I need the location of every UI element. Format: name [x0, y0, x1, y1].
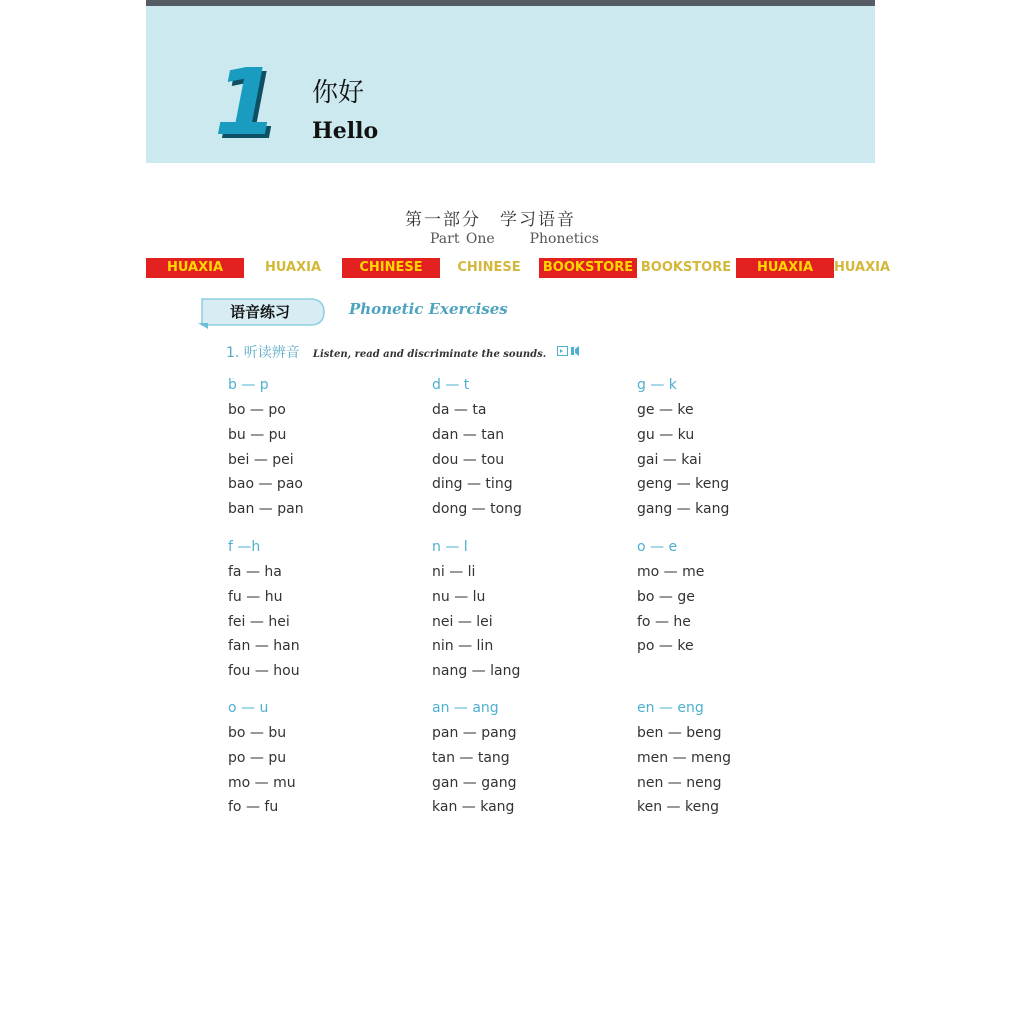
group-title: o — e: [637, 539, 678, 555]
banner-item: CHINESE: [457, 260, 521, 275]
watermark-banner: [146, 258, 891, 278]
group-item: fa — ha: [228, 564, 282, 580]
part-title-en: [430, 231, 599, 247]
banner-item: HUAXIA: [736, 258, 834, 278]
phonetic-group: [228, 535, 300, 684]
group-item: nin — lin: [432, 638, 494, 655]
group-item: bu — pu: [228, 426, 287, 443]
group-item: mo — mu: [228, 774, 296, 791]
chapter-title-cn: 你好: [312, 78, 365, 108]
group-item: fu — hu: [228, 588, 283, 605]
part-title-cn: 第一部分 学习语音: [405, 210, 576, 230]
phonetic-group: [432, 373, 522, 522]
group-item: fo — he: [637, 613, 691, 630]
group-item: bo — bu: [228, 725, 287, 741]
group-item: dong — tong: [432, 501, 522, 518]
phonetic-group: [637, 535, 704, 659]
group-title: g — k: [637, 377, 677, 393]
group-item: gu — ku: [637, 426, 695, 443]
group-item: dou — tou: [432, 451, 505, 468]
group-item: bei — pei: [228, 451, 294, 468]
phonetic-group: [432, 696, 516, 820]
phonetic-group: [228, 373, 304, 522]
group-item: dan — tan: [432, 426, 505, 443]
textbook-page: [146, 0, 891, 1024]
chapter-number: 1: [214, 49, 279, 156]
exercise-instruction: [226, 342, 581, 362]
group-item: gang — kang: [637, 501, 730, 518]
banner-item: HUAXIA: [834, 260, 891, 275]
group-title: en — eng: [637, 700, 704, 716]
group-item: bo — po: [228, 402, 286, 418]
section-tab: [198, 297, 326, 327]
group-item: kan — kang: [432, 799, 515, 816]
audio-icon[interactable]: [557, 343, 581, 362]
banner-item: CHINESE: [342, 258, 440, 278]
section-label-cn: 语音练习: [230, 303, 291, 321]
group-item: nen — neng: [637, 774, 722, 791]
group-item: geng — keng: [637, 476, 730, 493]
group-item: po — ke: [637, 638, 694, 655]
group-item: nu — lu: [432, 588, 486, 605]
group-item: ni — li: [432, 564, 476, 580]
group-item: ge — ke: [637, 402, 694, 418]
banner-item: BOOKSTORE: [640, 260, 732, 275]
group-item: da — ta: [432, 402, 487, 418]
group-item: bo — ge: [637, 588, 695, 605]
group-item: gan — gang: [432, 774, 517, 791]
group-item: fo — fu: [228, 799, 279, 816]
group-item: ding — ting: [432, 476, 513, 493]
phonetic-group: [432, 535, 520, 684]
group-item: bao — pao: [228, 476, 303, 493]
banner-item: HUAXIA: [146, 258, 244, 278]
phonetic-group: [637, 373, 729, 522]
group-item: ben — beng: [637, 725, 722, 741]
exercise-label-en: Listen, read and discriminate the sounds.: [312, 349, 547, 360]
phonetic-group: [228, 696, 296, 820]
chapter-title-en: Hello: [312, 118, 379, 144]
part-subject-en: Phonetics: [529, 231, 599, 247]
group-item: po — pu: [228, 749, 287, 766]
group-title: d — t: [432, 377, 470, 393]
group-title: n — l: [432, 539, 468, 555]
banner-item: HUAXIA: [264, 260, 322, 275]
group-item: pan — pang: [432, 725, 517, 741]
chapter-header: [146, 6, 875, 163]
group-title: b — p: [228, 377, 269, 393]
group-item: nei — lei: [432, 613, 493, 630]
group-item: fan — han: [228, 638, 300, 655]
group-item: fei — hei: [228, 613, 290, 630]
group-item: men — meng: [637, 749, 732, 766]
group-title: an — ang: [432, 700, 499, 716]
exercise-label-cn: 1. 听读辨音: [226, 345, 300, 361]
group-item: mo — me: [637, 564, 705, 580]
banner-item: BOOKSTORE: [539, 258, 637, 278]
group-item: fou — hou: [228, 663, 300, 680]
phonetic-group: [637, 696, 731, 820]
section-label-en: Phonetic Exercises: [349, 300, 508, 318]
part-label-en: Part One: [430, 231, 495, 247]
group-item: ban — pan: [228, 501, 304, 518]
group-item: gai — kai: [637, 451, 702, 468]
group-item: nang — lang: [432, 663, 521, 680]
group-item: tan — tang: [432, 749, 510, 766]
group-title: o — u: [228, 700, 269, 716]
group-title: f —h: [228, 539, 261, 555]
group-item: ken — keng: [637, 799, 719, 816]
